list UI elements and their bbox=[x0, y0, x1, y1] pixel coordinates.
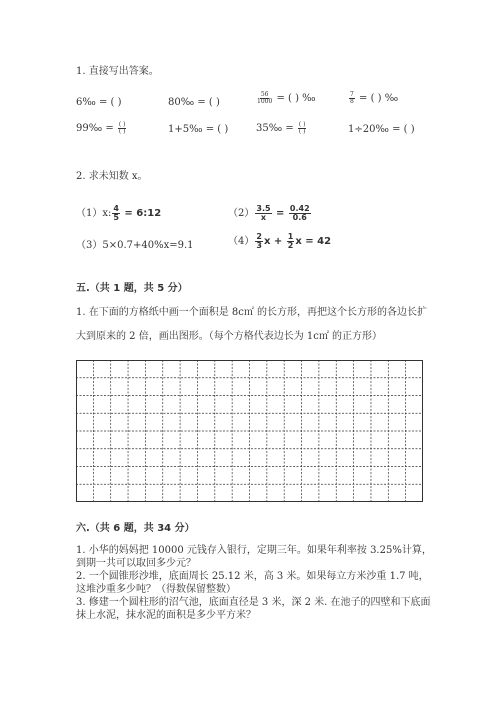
problem-text: 35‰ = bbox=[256, 123, 297, 134]
denominator: 5 bbox=[113, 213, 119, 222]
question-2-line1: 2. 一个圆锥形沙堆，底面周长 25.12 米，高 3 米。如果每立方米沙重 1.7 吨， bbox=[76, 571, 429, 582]
question-3-line2: 抹上水泥，抹水泥的面积是多少平方米？ bbox=[76, 610, 256, 621]
equation-1 bbox=[76, 204, 161, 222]
problem-1-4 bbox=[348, 92, 398, 105]
denominator: ( ) bbox=[118, 128, 126, 135]
problem-1-8: 1÷20‰ = ( ) bbox=[348, 124, 415, 135]
denominator: 8 bbox=[350, 98, 354, 105]
denominator: 3 bbox=[256, 241, 262, 250]
problem-1-6: 1+5‰ = ( ) bbox=[168, 124, 229, 135]
equation-text: = 6:12 bbox=[120, 208, 162, 219]
fraction bbox=[349, 92, 355, 105]
fraction bbox=[118, 122, 127, 135]
equation-4 bbox=[228, 232, 331, 250]
question-1-line1: 1. 小华的妈妈把 10000 元钱存入银行，定期三年。如果年利率按 3.25%计算， bbox=[76, 545, 432, 556]
numerator: 1 bbox=[287, 232, 294, 241]
problem-1-3 bbox=[256, 92, 316, 105]
answer-blank: = ( ) ‰ bbox=[355, 93, 399, 104]
section-5-question-line2: 大到原来的 2 倍，画出图形。（每个方格代表边长为 1c㎡ 的正方形） bbox=[76, 331, 383, 342]
equation-text: （4） bbox=[228, 236, 255, 247]
grid-paper[interactable] bbox=[76, 360, 423, 502]
problem-1-5 bbox=[76, 122, 127, 135]
equation-text: x = 42 bbox=[295, 236, 332, 247]
question-1-line2: 到期一共可以取回多少元？ bbox=[76, 558, 196, 569]
numerator: 4 bbox=[113, 204, 119, 213]
problem-1-2: 80‰ = ( ) bbox=[168, 97, 220, 108]
question-1-title: 1. 直接写出答案。 bbox=[76, 66, 159, 77]
numerator: 7 bbox=[350, 91, 354, 98]
denominator: 2 bbox=[287, 241, 294, 250]
problem-1-7 bbox=[256, 122, 307, 135]
numerator: 3.5 bbox=[256, 204, 271, 213]
numerator: 56 bbox=[260, 91, 269, 98]
fraction bbox=[112, 205, 120, 222]
denominator: 1000 bbox=[257, 98, 273, 105]
answer-blank: = ( ) ‰ bbox=[273, 93, 316, 104]
question-2-line2: 这堆沙重多少吨？（得数保留整数） bbox=[76, 584, 236, 595]
question-3-line1: 3. 修建一个圆柱形的沼气池，底面直径是 3 米，深 2 米. 在池子的四壁和下底面 bbox=[76, 597, 431, 608]
denominator: 0.6 bbox=[292, 213, 307, 222]
fraction bbox=[289, 205, 311, 222]
numerator: ( ) bbox=[298, 121, 306, 128]
fraction bbox=[257, 92, 272, 105]
numerator: ( ) bbox=[118, 121, 126, 128]
numerator: 0.42 bbox=[289, 204, 310, 213]
fraction bbox=[298, 122, 307, 135]
equation-text: x + bbox=[263, 236, 286, 247]
problem-text: 99‰ = bbox=[76, 123, 117, 134]
section-5-heading: 五.（共 1 题，共 5 分） bbox=[76, 283, 188, 294]
denominator: x bbox=[260, 213, 267, 222]
equation-2 bbox=[228, 204, 312, 222]
fraction bbox=[287, 233, 295, 250]
section-5-question-line1: 1. 在下面的方格纸中画一个面积是 8c㎡ 的长方形，再把这个长方形的各边长扩 bbox=[76, 307, 428, 318]
numerator: 2 bbox=[256, 232, 262, 241]
denominator: ( ) bbox=[298, 128, 306, 135]
section-6-questions bbox=[76, 544, 432, 622]
fraction bbox=[255, 233, 263, 250]
section-6-heading: 六.（共 6 题，共 34 分） bbox=[76, 523, 195, 534]
equation-text: （1）x: bbox=[76, 208, 112, 219]
question-2-title: 2. 求未知数 x。 bbox=[76, 171, 148, 182]
problem-1-1: 6‰ = ( ) bbox=[76, 97, 122, 108]
equation-text: （2） bbox=[228, 208, 255, 219]
equation-3: （3）5×0.7+40%x=9.1 bbox=[76, 240, 194, 251]
fraction bbox=[255, 205, 271, 222]
equation-text: = bbox=[272, 208, 288, 219]
